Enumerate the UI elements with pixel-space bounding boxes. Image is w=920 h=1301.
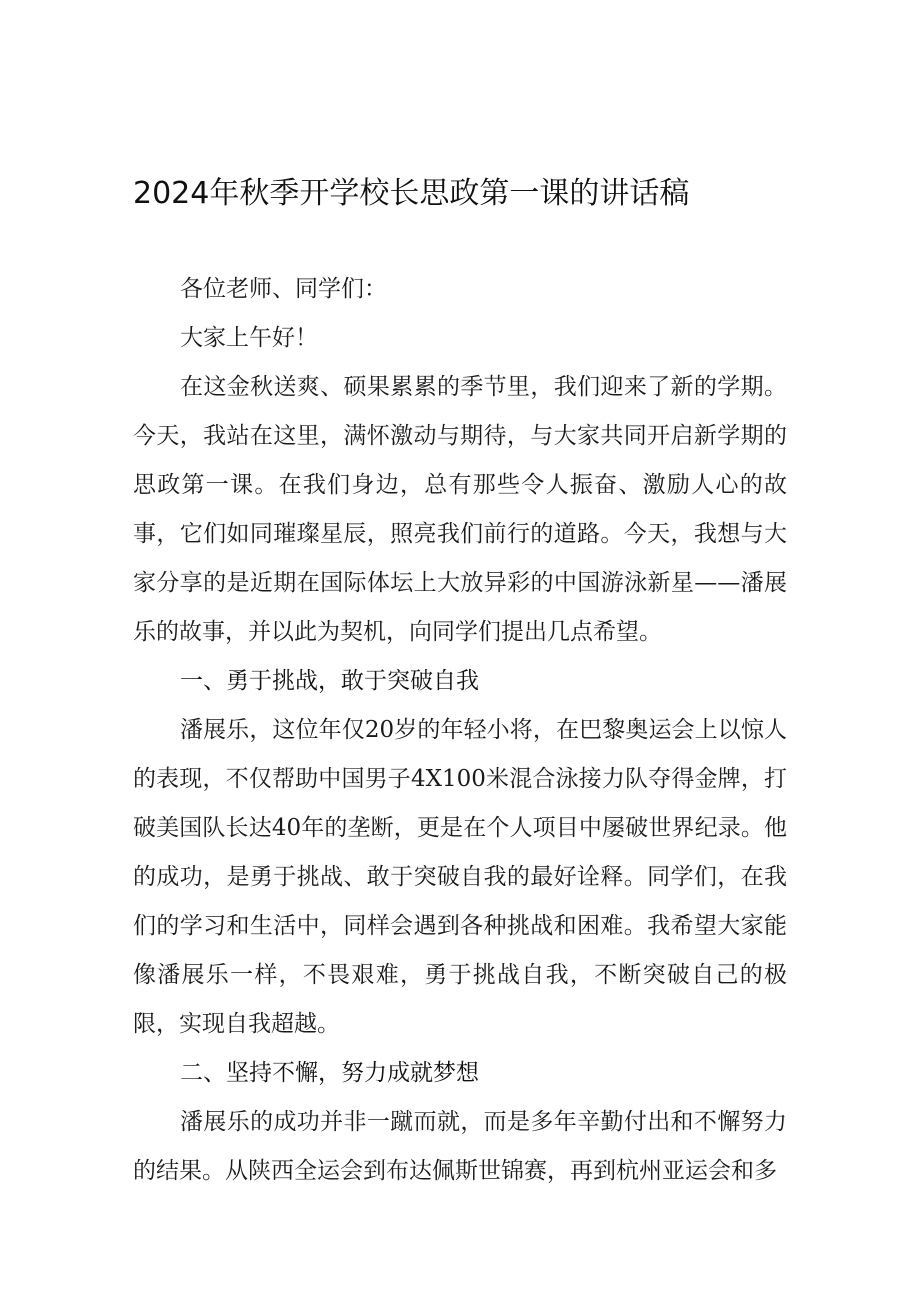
section-paragraph: 潘展乐的成功并非一蹴而就，而是多年辛勤付出和不懈努力的结果。从陕西全运会到布达佩斯世锦赛，再到杭州亚运会和多	[133, 1109, 787, 1184]
salutation-paragraph: 大家上午好！	[180, 325, 318, 351]
section-paragraph: 潘展乐，这位年仅20岁的年轻小将，在巴黎奥运会上以惊人的表现，不仅帮助中国男子4X100米混合泳接力队夺得金牌，打破美国队长达40年的垄断，更是在个人项目中屡破世界纪录。他的成功，是勇于挑战、敢于突破自我的最好诠释。同学们，在我们的学习和生活中，同样会遇到各种挑战和困难。我希望大家能像潘展乐一样，不畏艰难，勇于挑战自我，不断突破自己的极限，实现自我超越。	[133, 717, 787, 1037]
section-heading: 一、勇于挑战，敢于突破自我	[180, 668, 479, 694]
document-body	[133, 265, 787, 1196]
greeting-paragraph: 各位老师、同学们：	[180, 276, 387, 302]
document-title: 2024年秋季开学校长思政第一课的讲话稿	[133, 176, 690, 211]
section-heading: 二、坚持不懈，努力成就梦想	[180, 1060, 479, 1086]
intro-paragraph: 在这金秋送爽、硕果累累的季节里，我们迎来了新的学期。今天，我站在这里，满怀激动与期待，与大家共同开启新学期的思政第一课。在我们身边，总有那些令人振奋、激励人心的故事，它们如同璀璨星辰，照亮我们前行的道路。今天，我想与大家分享的是近期在国际体坛上大放异彩的中国游泳新星——潘展乐的故事，并以此为契机，向同学们提出几点希望。	[133, 374, 787, 645]
